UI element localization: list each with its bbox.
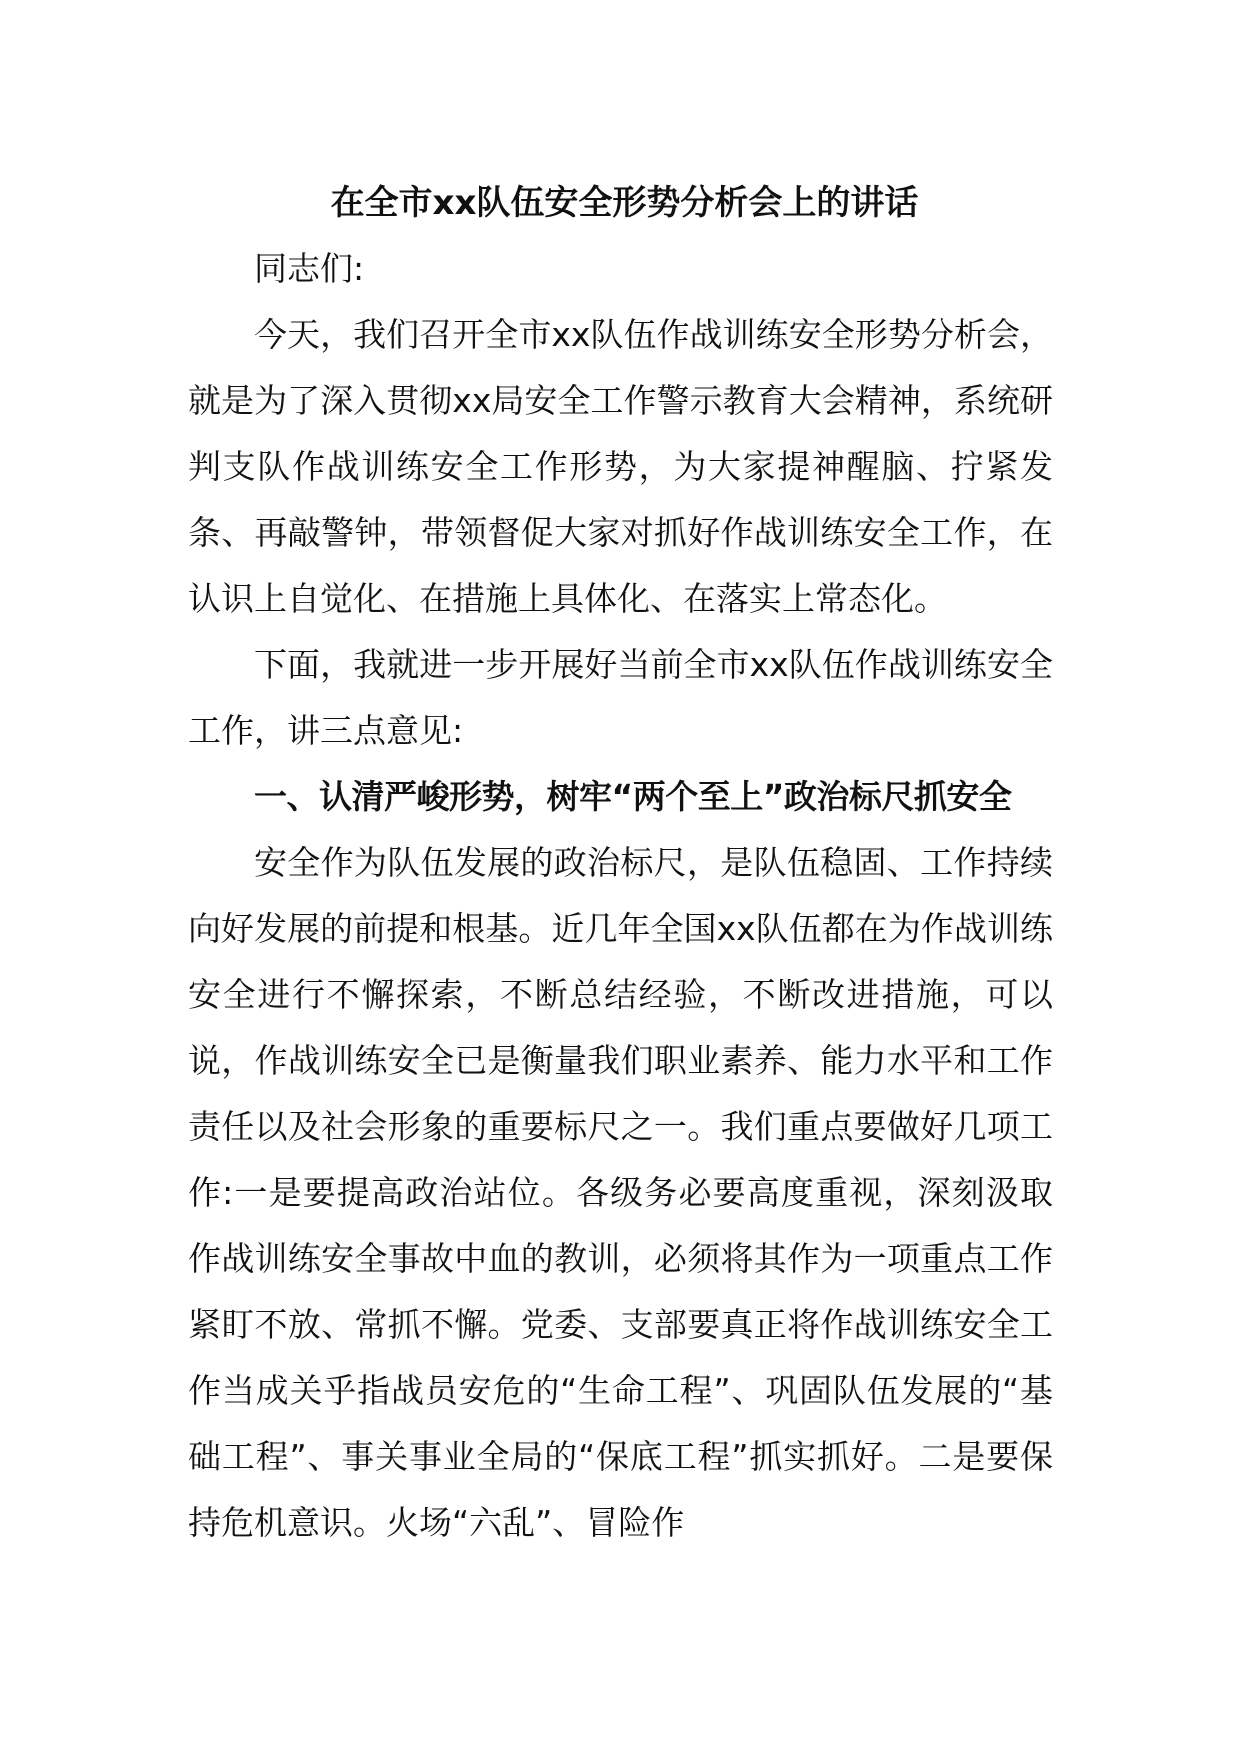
- paragraph-opening: 今天，我们召开全市xx队伍作战训练安全形势分析会，就是为了深入贯彻xx局安全工作警示教育大会精神，系统研判支队作战训练安全工作形势，为大家提神醒脑、拧紧发条、再敲警钟，带领督促大家对抓好作战训练安全工作，在认识上自觉化、在措施上具体化、在落实上常态化。: [188, 315, 1053, 618]
- paragraph-section-body: 安全作为队伍发展的政治标尺，是队伍稳固、工作持续向好发展的前提和根基。近几年全国xx队伍都在为作战训练安全进行不懈探索，不断总结经验，不断改进措施，可以说，作战训练安全已是衡量我们职业素养、能力水平和工作责任以及社会形象的重要标尺之一。我们重点要做好几项工作:一是要提高政治站位。各级务必要高度重视，深刻汲取作战训练安全事故中血的教训，必须将其作为一项重点工作紧盯不放、常抓不懈。党委、支部要真正将作战训练安全工作当成关乎指战员安危的“生命工程”、巩固队伍发展的“基础工程”、事关事业全局的“保底工程”抓实抓好。二是要保持危机意识。火场“六乱”、冒险作: [188, 843, 1053, 1542]
- document-title: 在全市xx队伍安全形势分析会上的讲话: [330, 183, 919, 223]
- section-heading: 一、认清严峻形势，树牢“两个至上”政治标尺抓安全: [254, 777, 1012, 816]
- document-content: [188, 170, 1053, 1556]
- paragraph-outline: 下面，我就进一步开展好当前全市xx队伍作战训练安全工作，讲三点意见:: [188, 645, 1053, 750]
- salutation: 同志们:: [254, 249, 365, 288]
